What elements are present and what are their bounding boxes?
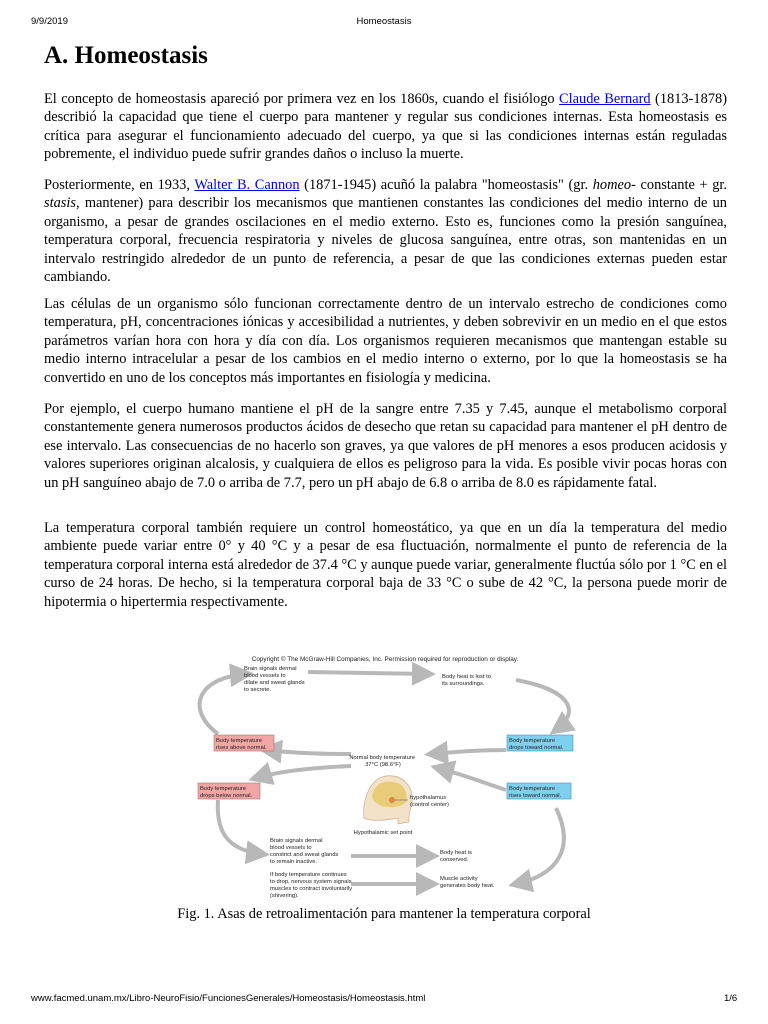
page-number: 1/6	[724, 993, 738, 1004]
heat-lost-text	[442, 674, 493, 687]
p1-text-b: (1813-1878) describió la capacidad que tiene el cuerpo para mantener y regular sus condiciones internas. Esta homeostasis es crítica para asegurar el funcionamiento adecuado del cuerpo, ya que si las condiciones internas están reguladas pobremente, el individuo puede sufrir grandes daños o incluso la muerte.	[44, 91, 727, 163]
rises-toward-line: rises toward normal.	[509, 793, 562, 799]
paragraph-4: Por ejemplo, el cuerpo humano mantiene el pH de la sangre entre 7.35 y 7.45, aunque el metabolismo corporal constantemente genera numerosos productos ácidos de desecho que retan su capacidad para mantener el pH dentro de ese intervalo. Las consecuencias de no hacerlo son graves, ya que valores de pH menores a esos producen acidosis y valores superiores originan alcalosis, y cualquiera de ellos es peligroso para la vida. Es posible vivir pocas horas con un pH sanguíneo abajo de 7.0 o arriba de 7.7, pero un pH abajo de 6.8 o arriba de 8.0 es rápidamente fatal.	[44, 401, 727, 491]
arrow-bottom-left-loop	[218, 800, 262, 854]
rises-toward-text	[509, 786, 562, 799]
hypothalamus-text	[410, 795, 449, 808]
normal-temp-text	[349, 755, 416, 768]
top-signal-text	[244, 666, 306, 693]
arrow-top-left-loop	[200, 674, 246, 734]
hypothalamus-line: hypothalamus	[410, 795, 447, 801]
arrow-right-down	[432, 750, 506, 754]
bottom-signal-line: blood vessels to	[270, 845, 312, 851]
p2-text-c: - constante + gr.	[631, 177, 727, 193]
arrow-bottom-right-loop	[516, 808, 564, 884]
drops-below-text	[200, 786, 253, 799]
p1-text-a: El concepto de homeostasis apareció por primera vez en los 1860s, cuando el fisiólogo	[44, 91, 560, 107]
shiver-line: muscles to contract involuntarily	[270, 886, 353, 892]
arrow-top-right-loop	[516, 680, 569, 730]
arrow-top-middle	[308, 672, 428, 674]
print-date: 9/9/2019	[31, 16, 68, 27]
walter-cannon-link[interactable]: Walter B. Cannon	[194, 177, 300, 193]
print-title: Homeostasis	[356, 16, 412, 27]
figure-caption: Fig. 1. Asas de retroalimentación para mantener la temperatura corporal	[177, 906, 591, 922]
top-signal-line: dilate and sweat glands	[244, 680, 305, 686]
heat-lost-line: its surroundings.	[442, 681, 485, 687]
muscle-text	[440, 876, 495, 889]
top-signal-line: Brain signals dermal	[244, 666, 297, 672]
rises-toward-line: Body temperature	[509, 786, 556, 792]
paragraph-3: Las células de un organismo sólo funcionan correctamente dentro de un intervalo estrecho de condiciones como temperatura, pH, concentraciones iónicas y accesibilidad a nutrientes, y deben sobrevivir en un medio en el que estos parámetros varían hora con hora y día con día. Los organismos requieren mecanismos que mantengan estable su medio interno intracelular a pesar de los cambios en el medio interno o externo, por lo que la homeostasis se ha convertido en uno de los conceptos más importantes en fisiología y medicina.	[44, 296, 727, 386]
bottom-signal-line: Brain signals dermal	[270, 838, 323, 844]
page-url: www.facmed.unam.mx/Libro-NeuroFisio/FuncionesGenerales/Homeostasis/Homeostasis.html	[31, 993, 426, 1004]
shiver-text	[270, 872, 354, 899]
paragraph-5: La temperatura corporal también requiere un control homeostático, ya que en un día la temperatura del medio ambiente puede variar entre 0° y 40 °C y a pesar de esa fluctuación, normalmente el punto de referencia de la temperatura corporal interna está alrededor de 37.4 °C y aunque puede variar, generalmente fluctúa sólo por 1 °C en el curso de 24 horas. De hecho, si la temperatura corporal baja de 33 °C o sube de 42 °C, la persona puede morir de hipotermia o hipertermia respectivamente.	[44, 520, 727, 610]
p2-italic-homeo: homeo	[592, 177, 632, 193]
bottom-signal-line: to remain inactive.	[270, 859, 318, 865]
p2-text-b: (1871-1945) acuñó la palabra "homeostasis" (gr.	[299, 177, 593, 193]
normal-temp-line: 37°C (98.6°F)	[365, 762, 401, 768]
muscle-line: Muscle activity	[440, 876, 478, 882]
heat-conserved-line: conserved.	[440, 857, 469, 863]
normal-temp-line: Normal body temperature	[349, 755, 416, 761]
drops-below-line: Body temperature	[200, 786, 247, 792]
bottom-signal-line: constrict and sweat glands	[270, 852, 339, 858]
drops-toward-line: Body temperature	[509, 738, 556, 744]
paragraph-1	[44, 90, 727, 164]
p2-text-a: Posteriormente, en 1933,	[44, 177, 195, 193]
drops-below-line: drops below normal.	[200, 793, 253, 799]
top-signal-line: blood vessels to	[244, 673, 286, 679]
p2-text-d: , mantener) para describir los mecanismos que mantienen constantes las condiciones del medio interno de un organismo, a pesar de grandes oscilaciones en el medio externo. Esto es, funciones como la presión sanguínea, temperatura corporal, frecuencia respiratoria y niveles de glucosa sanguínea, entre otras, son mantenidas en un intervalo restringido alrededor de un punto de referencia, a pesar de que las condiciones externas pueden estar cambiando.	[44, 195, 727, 286]
page-title: A. Homeostasis	[44, 42, 208, 69]
heat-lost-line: Body heat is lost to	[442, 674, 491, 680]
paragraph-2	[44, 176, 727, 286]
muscle-line: generates body heat.	[440, 883, 495, 889]
arrow-left-up	[266, 750, 351, 754]
arrow-right-middle	[438, 768, 506, 790]
rises-above-line: rises above normal.	[216, 745, 267, 751]
claude-bernard-link[interactable]: Claude Bernard	[559, 91, 651, 107]
heat-conserved-line: Body heat is	[440, 850, 472, 856]
drops-toward-text	[509, 738, 564, 751]
drops-toward-line: drops toward normal.	[509, 745, 564, 751]
top-signal-line: to secrete.	[244, 687, 272, 693]
shiver-line: If body temperature continues	[270, 872, 347, 878]
shiver-line: to drop, nervous system signals	[270, 879, 352, 885]
rises-above-line: Body temperature	[216, 738, 263, 744]
rises-above-text	[216, 738, 267, 751]
copyright-note: Copyright © The McGraw-Hill Companies, Inc. Permission required for reproduction or display.	[251, 656, 519, 663]
shiver-line: (shivering).	[270, 893, 299, 899]
bottom-signal-text	[270, 838, 340, 865]
hypothalamus-line: (control center)	[410, 802, 449, 808]
heat-conserved-text	[440, 850, 474, 863]
arrow-left-middle	[256, 766, 351, 778]
p2-italic-stasis: stasis	[44, 195, 76, 212]
feedback-loop-figure	[176, 650, 594, 899]
set-point-text: Hypothalamic set point	[353, 830, 413, 836]
